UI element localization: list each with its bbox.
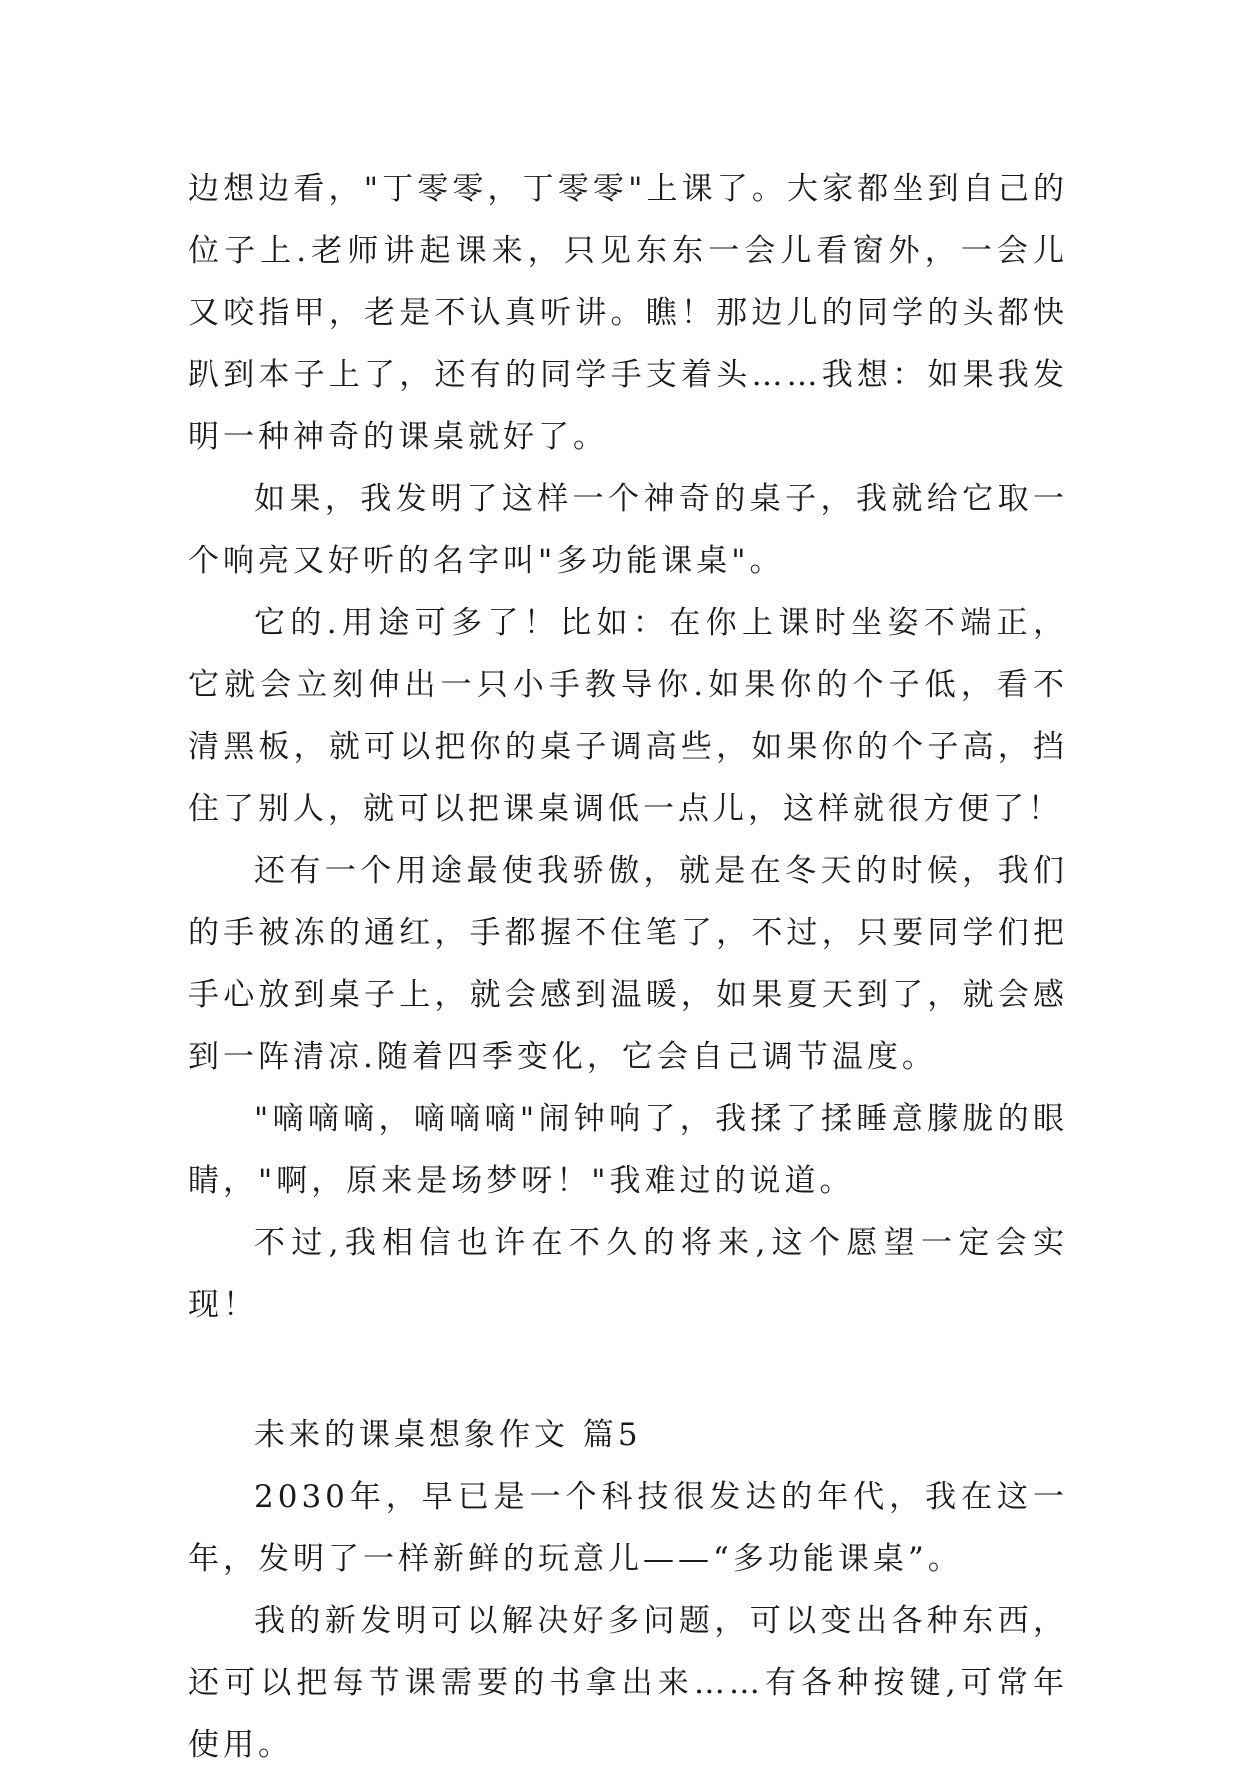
paragraph-desk-temperature: 还有一个用途最使我骄傲，就是在冬天的时候，我们的手被冻的通红，手都握不住笔了，不过，只要同学们把手心放到桌子上，就会感到温暖，如果夏天到了，就会感到一阵清凉.随着四季变化，它会自己调节温度。 [188, 853, 1068, 1075]
paragraph-alarm-wakeup: "嘀嘀嘀，嘀嘀嘀"闹钟响了，我揉了揉睡意朦胧的眼睛，"啊，原来是场梦呀！"我难过的说道。 [188, 1101, 1068, 1199]
paragraph-hope: 不过,我相信也许在不久的将来,这个愿望一定会实现！ [188, 1225, 1068, 1323]
paragraph-desk-uses: 它的.用途可多了！比如：在你上课时坐姿不端正，它就会立刻伸出一只小手教导你.如果你的个子低，看不清黑板，就可以把你的桌子调高些，如果你的个子高，挡住了别人，就可以把课桌调低一点儿，这样就很方便了！ [188, 605, 1068, 827]
paragraph-dream-classroom: 边想边看，"丁零零，丁零零"上课了。大家都坐到自己的位子上.老师讲起课来，只见东东一会儿看窗外，一会儿又咬指甲，老是不认真听讲。瞧！那边儿的同学的头都快趴到本子上了，还有的同学手支着头……我想：如果我发明一种神奇的课桌就好了。 [188, 171, 1068, 455]
section-title: 未来的课桌想象作文 篇5 [254, 1417, 642, 1453]
paragraph-2030-invention: 2030年，早已是一个科技很发达的年代，我在这一年，发明了一样新鲜的玩意儿——“多功能课桌”。 [188, 1479, 1068, 1577]
paragraph-desk-name: 如果，我发明了这样一个神奇的桌子，我就给它取一个响亮又好听的名字叫"多功能课桌"。 [188, 481, 1068, 579]
paragraph-new-invention-features: 我的新发明可以解决好多问题，可以变出各种东西，还可以把每节课需要的书拿出来……有各种按键,可常年使用。 [188, 1603, 1068, 1763]
document-body [188, 158, 1068, 1776]
